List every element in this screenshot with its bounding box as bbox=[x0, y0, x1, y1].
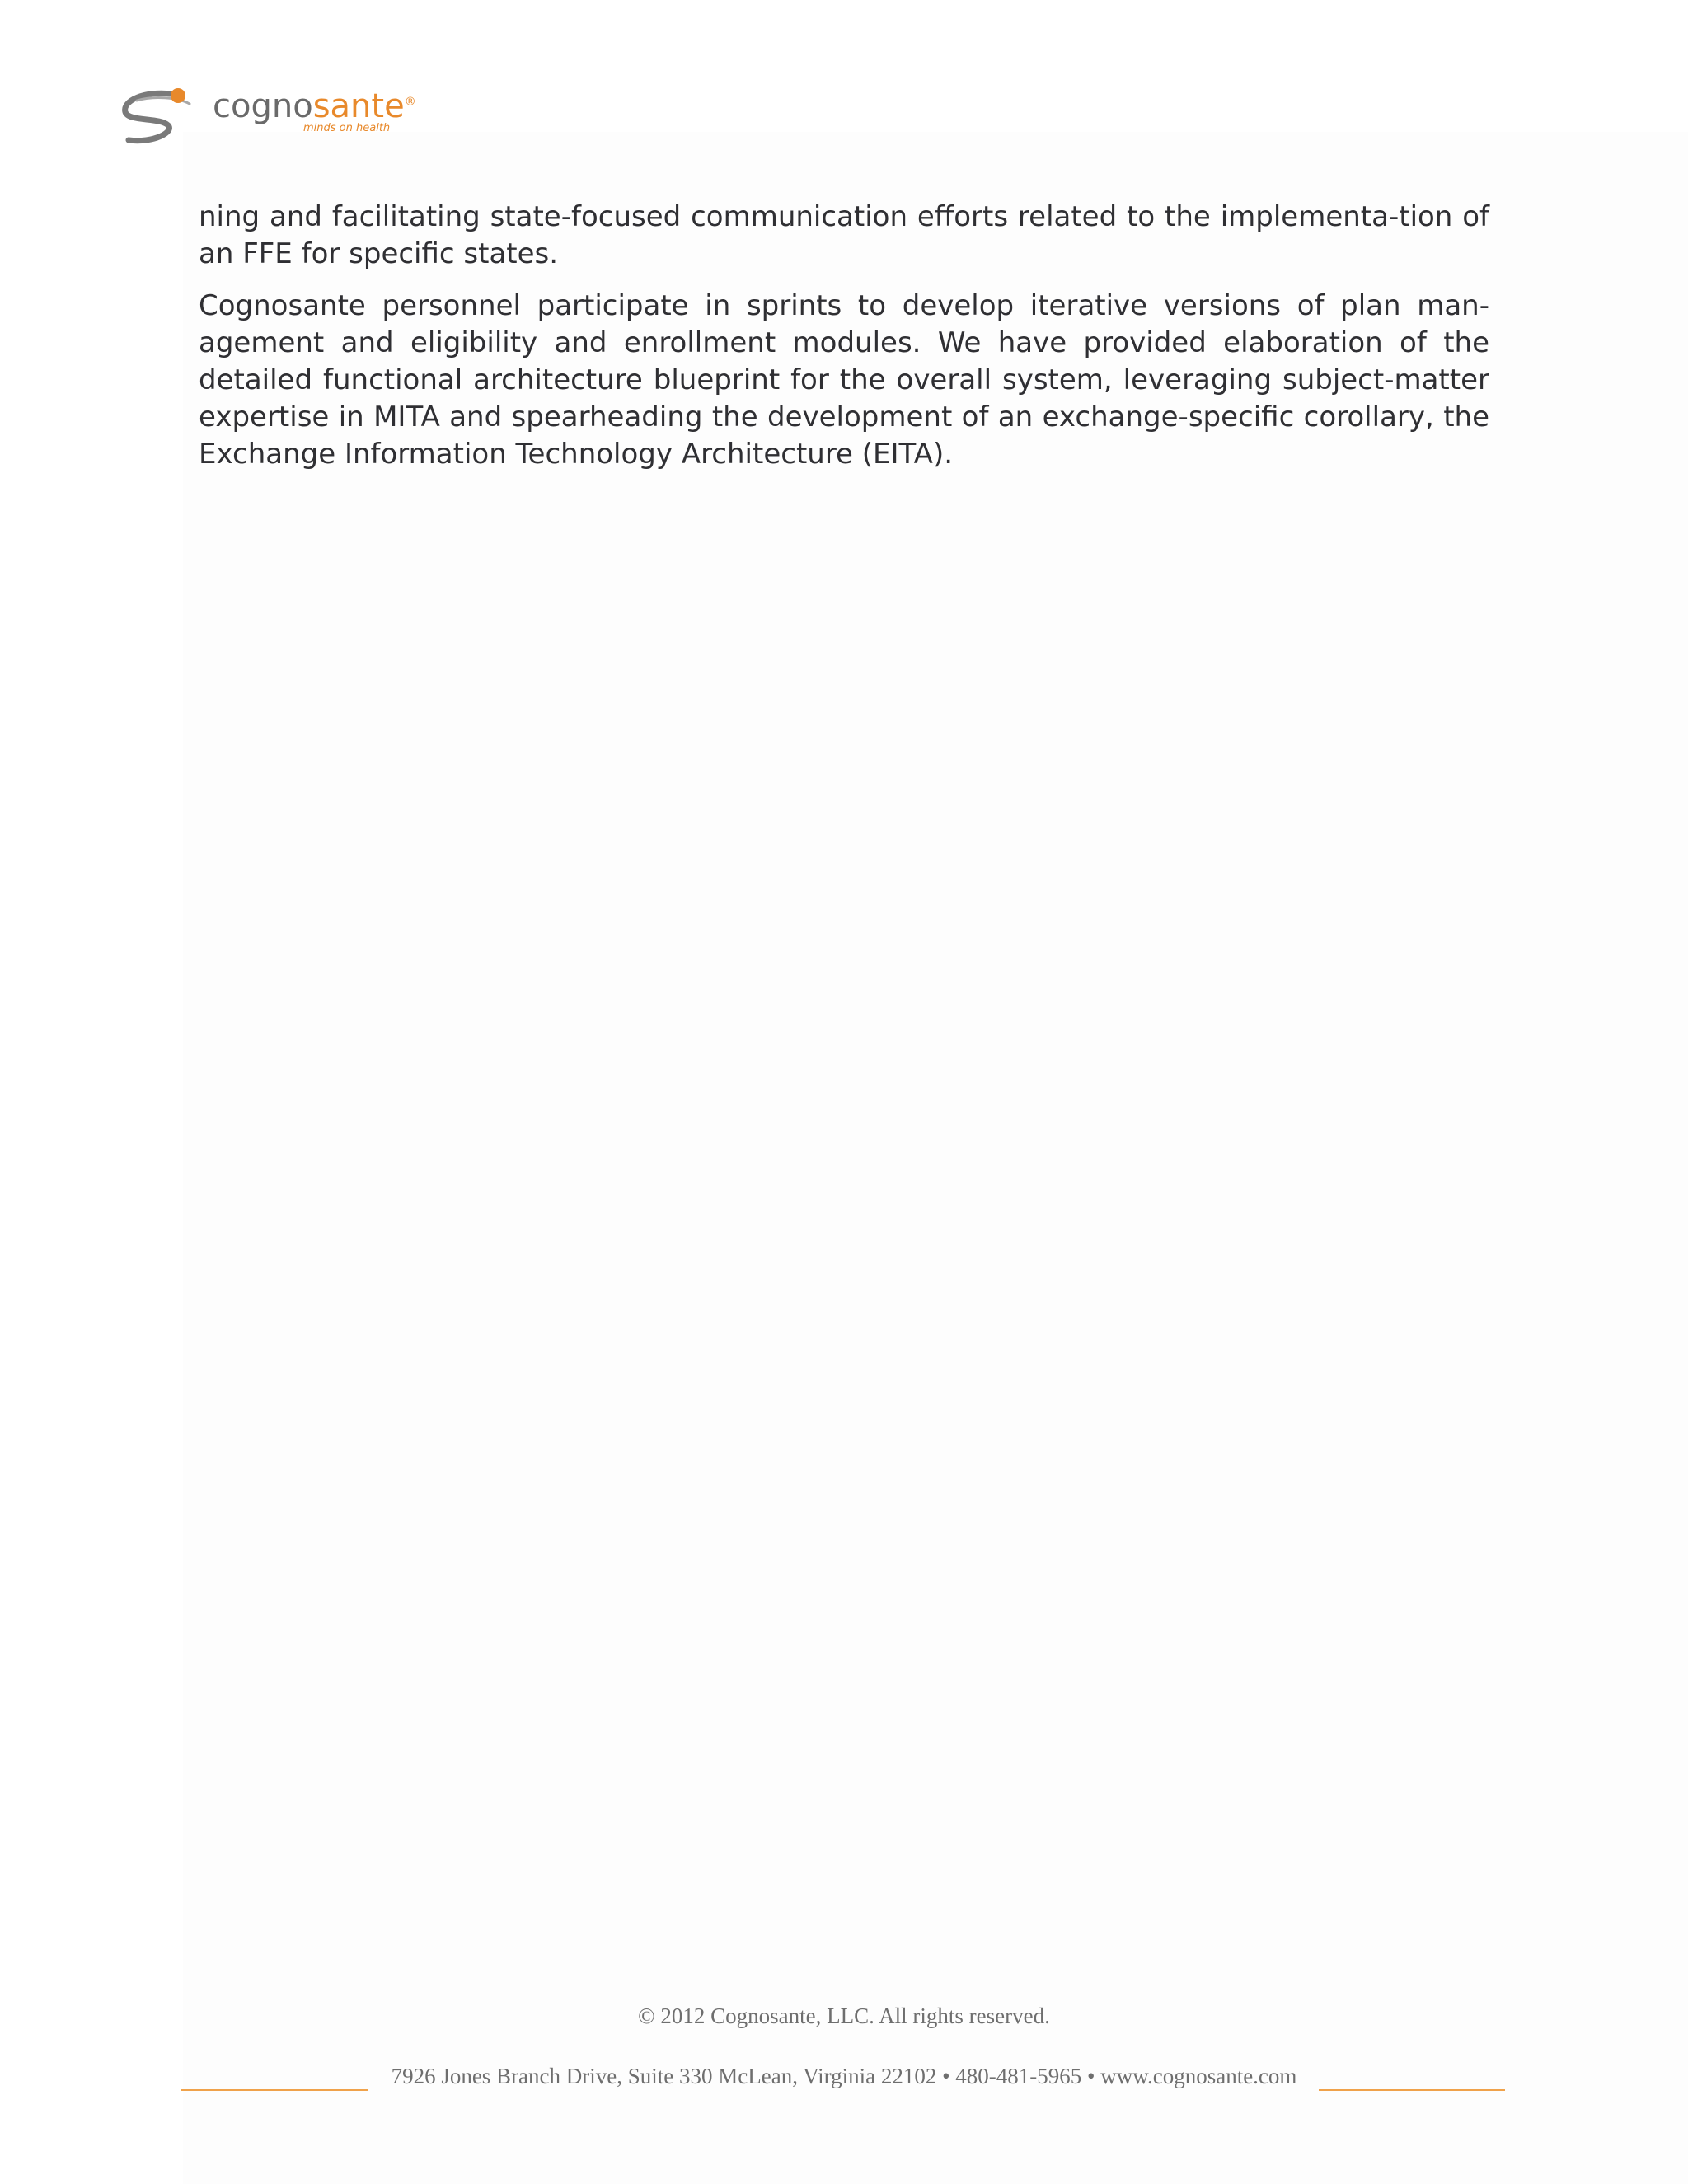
logo-wordmark bbox=[213, 87, 416, 125]
paragraph: Cognosante personnel participate in sprints to develop iterative versions of plan man-agement and eligibility and enrollment modules. We have provided elaboration of the detailed functional architecture blueprint for the overall system, leveraging subject-matter expertise in MITA and spearheading the development of an exchange-specific corollary, the Exchange Information Technology Architecture (EITA). bbox=[199, 289, 1489, 471]
registered-mark: ® bbox=[404, 95, 416, 109]
paragraph: ning and facilitating state-focused communication efforts related to the implementa-tion of an FFE for specific states. bbox=[199, 200, 1489, 270]
body-text bbox=[199, 199, 1489, 488]
footer-rule-left bbox=[181, 2089, 368, 2091]
logo-name-part1: cogno bbox=[213, 87, 313, 125]
footer-copyright: © 2012 Cognosante, LLC. All rights reserved. bbox=[638, 2004, 1050, 2028]
logo-name-part2: sante bbox=[312, 87, 405, 125]
footer-address: 7926 Jones Branch Drive, Suite 330 McLean, Virginia 22102 • 480-481-5965 • www.cognosante.com bbox=[391, 2064, 1297, 2088]
logo-swoosh-icon bbox=[120, 79, 211, 148]
footer-rule-right bbox=[1319, 2089, 1505, 2091]
logo-tagline: minds on health bbox=[303, 122, 391, 134]
company-logo bbox=[120, 79, 416, 148]
